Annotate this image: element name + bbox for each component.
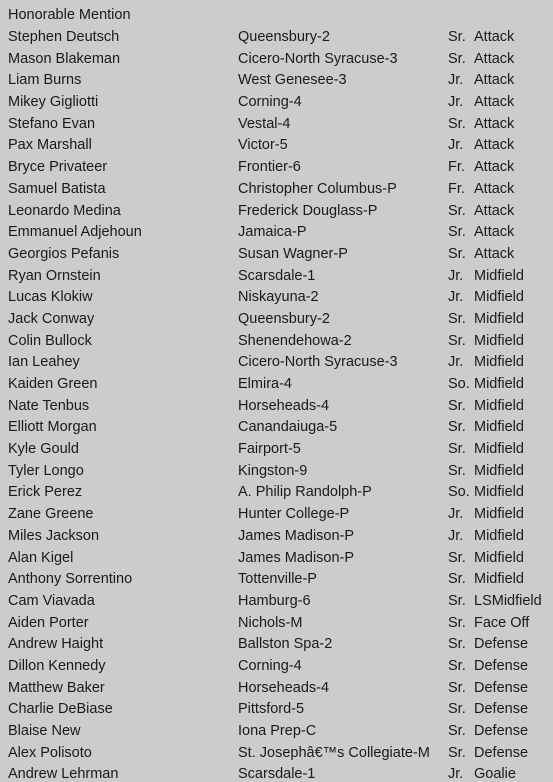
player-school: Frederick Douglass-P	[238, 202, 378, 219]
player-name: Ryan Ornstein	[8, 267, 101, 284]
list-item	[0, 374, 553, 396]
player-position: Midfield	[474, 549, 524, 566]
player-position: Midfield	[474, 506, 524, 523]
player-position: Defense	[474, 723, 529, 739]
player-name: Kaiden Green	[8, 376, 98, 392]
list-item	[0, 222, 553, 244]
player-school: Kingston-9	[238, 462, 308, 479]
player-year: Jr.	[448, 766, 464, 782]
player-name: Samuel Batista	[8, 180, 106, 197]
player-school: Niskayuna-2	[238, 289, 319, 306]
list-item	[0, 179, 553, 201]
list-item	[0, 309, 553, 331]
player-year: Jr.	[448, 354, 464, 371]
list-item	[0, 504, 553, 526]
honorable-mention-list	[0, 27, 553, 782]
list-item	[0, 49, 553, 71]
player-school: Hamburg-6	[238, 592, 311, 609]
player-year: So.	[448, 376, 470, 392]
list-item	[0, 721, 553, 743]
player-name: Alan Kigel	[8, 549, 74, 566]
player-school: Horseheads-4	[238, 679, 330, 696]
list-item	[0, 396, 553, 418]
player-year: Sr.	[448, 744, 466, 761]
list-item	[0, 526, 553, 548]
list-item	[0, 70, 553, 92]
player-school: Frontier-6	[238, 159, 301, 176]
player-year: Sr.	[448, 29, 466, 45]
player-year: Sr.	[448, 332, 466, 349]
player-position: Attack	[474, 94, 515, 111]
list-item	[0, 656, 553, 678]
player-position: Attack	[474, 202, 515, 219]
player-position: Midfield	[474, 332, 524, 349]
player-position: Midfield	[474, 462, 524, 479]
player-name: Elliott Morgan	[8, 419, 97, 436]
player-school: Vestal-4	[238, 115, 291, 132]
player-position: Midfield	[474, 310, 524, 327]
player-school: Corning-4	[238, 94, 302, 111]
list-item	[0, 417, 553, 439]
player-year: Sr.	[448, 202, 466, 219]
player-position: Defense	[474, 636, 529, 653]
player-year: Jr.	[448, 267, 464, 284]
player-name: Andrew Haight	[8, 636, 104, 653]
player-position: Midfield	[474, 441, 524, 458]
player-school: Queensbury-2	[238, 310, 330, 327]
player-position: Attack	[474, 137, 515, 154]
player-name: Andrew Lehrman	[8, 766, 119, 782]
player-position: Midfield	[474, 527, 524, 544]
player-school: Iona Prep-C	[238, 723, 317, 739]
player-position: Midfield	[474, 397, 524, 414]
list-item	[0, 439, 553, 461]
player-school: Queensbury-2	[238, 29, 330, 45]
player-school: Shenendehowa-2	[238, 332, 352, 349]
list-item	[0, 569, 553, 591]
player-year: Jr.	[448, 137, 464, 154]
list-item	[0, 548, 553, 570]
player-year: Sr.	[448, 592, 466, 609]
player-school: Corning-4	[238, 657, 302, 674]
player-position: Attack	[474, 245, 515, 262]
list-item	[0, 764, 553, 782]
player-year: Sr.	[448, 115, 466, 132]
player-name: Tyler Longo	[8, 462, 84, 479]
player-name: Mikey Gigliotti	[8, 94, 99, 111]
player-position: Attack	[474, 29, 515, 45]
player-position: Midfield	[474, 571, 524, 588]
player-position: Midfield	[474, 376, 524, 392]
player-school: Tottenville-P	[238, 571, 317, 588]
player-school: Christopher Columbus-P	[238, 180, 397, 197]
player-year: So.	[448, 484, 470, 501]
player-year: Sr.	[448, 636, 466, 653]
player-school: Canandaiuga-5	[238, 419, 338, 436]
player-school: Nichols-M	[238, 614, 303, 631]
player-year: Fr.	[448, 180, 465, 197]
player-position: Goalie	[474, 766, 516, 782]
player-name: Pax Marshall	[8, 137, 92, 154]
player-position: Attack	[474, 115, 515, 132]
player-name: Aiden Porter	[8, 614, 89, 631]
player-position: Attack	[474, 72, 515, 89]
list-item	[0, 135, 553, 157]
list-item	[0, 678, 553, 700]
player-year: Sr.	[448, 224, 466, 241]
player-year: Jr.	[448, 506, 464, 523]
player-year: Sr.	[448, 397, 466, 414]
player-school: Pittsford-5	[238, 701, 305, 718]
player-name: Bryce Privateer	[8, 159, 108, 176]
player-school: Susan Wagner-P	[238, 245, 348, 262]
player-position: Defense	[474, 657, 529, 674]
player-year: Sr.	[448, 245, 466, 262]
player-year: Sr.	[448, 441, 466, 458]
list-item	[0, 461, 553, 483]
list-item	[0, 331, 553, 353]
player-position: Midfield	[474, 484, 524, 501]
list-item	[0, 634, 553, 656]
list-item	[0, 743, 553, 765]
player-name: Lucas Klokiw	[8, 289, 93, 306]
player-year: Sr.	[448, 679, 466, 696]
player-position: Attack	[474, 159, 515, 176]
player-school: James Madison-P	[238, 527, 355, 544]
player-name: Matthew Baker	[8, 679, 105, 696]
list-item	[0, 266, 553, 288]
player-year: Jr.	[448, 289, 464, 306]
player-year: Sr.	[448, 701, 466, 718]
player-name: Liam Burns	[8, 72, 82, 89]
player-position: Midfield	[474, 289, 524, 306]
player-name: Zane Greene	[8, 506, 94, 523]
player-year: Sr.	[448, 614, 466, 631]
player-school: Horseheads-4	[238, 397, 330, 414]
player-year: Jr.	[448, 527, 464, 544]
player-school: Jamaica-P	[238, 224, 307, 241]
list-item	[0, 201, 553, 223]
player-name: Alex Polisoto	[8, 744, 92, 761]
player-school: Elmira-4	[238, 376, 292, 392]
list-item	[0, 287, 553, 309]
player-position: Defense	[474, 701, 529, 718]
player-school: Scarsdale-1	[238, 766, 316, 782]
player-position: Defense	[474, 744, 529, 761]
section-heading: Honorable Mention	[8, 7, 131, 23]
player-name: Nate Tenbus	[8, 397, 90, 414]
player-year: Sr.	[448, 723, 466, 739]
player-name: Stephen Deutsch	[8, 29, 120, 45]
player-position: LSMidfield	[474, 592, 542, 609]
player-name: Jack Conway	[8, 310, 95, 327]
player-name: Emmanuel Adjehoun	[8, 224, 142, 241]
player-name: Erick Perez	[8, 484, 83, 501]
player-school: St. Josephâ€™s Collegiate-M	[238, 744, 430, 761]
list-item	[0, 27, 553, 49]
list-item	[0, 699, 553, 721]
player-position: Defense	[474, 679, 529, 696]
list-item	[0, 244, 553, 266]
player-year: Sr.	[448, 310, 466, 327]
list-item	[0, 114, 553, 136]
player-name: Mason Blakeman	[8, 50, 121, 67]
list-item	[0, 157, 553, 179]
player-year: Jr.	[448, 94, 464, 111]
player-name: Leonardo Medina	[8, 202, 121, 219]
player-name: Stefano Evan	[8, 115, 96, 132]
player-position: Midfield	[474, 267, 524, 284]
player-position: Attack	[474, 224, 515, 241]
player-school: Fairport-5	[238, 441, 301, 458]
player-school: Hunter College-P	[238, 506, 350, 523]
player-year: Sr.	[448, 571, 466, 588]
player-year: Sr.	[448, 50, 466, 67]
player-school: Ballston Spa-2	[238, 636, 333, 653]
player-school: West Genesee-3	[238, 72, 347, 89]
player-year: Fr.	[448, 159, 465, 176]
player-position: Attack	[474, 50, 515, 67]
player-name: Georgios Pefanis	[8, 245, 120, 262]
player-year: Sr.	[448, 657, 466, 674]
player-year: Sr.	[448, 419, 466, 436]
player-name: Miles Jackson	[8, 527, 100, 544]
player-school: James Madison-P	[238, 549, 355, 566]
player-school: Cicero-North Syracuse-3	[238, 50, 398, 67]
player-school: Victor-5	[238, 137, 288, 154]
player-name: Ian Leahey	[8, 354, 80, 371]
player-position: Attack	[474, 180, 515, 197]
list-item	[0, 352, 553, 374]
player-position: Face Off	[474, 614, 530, 631]
list-item	[0, 591, 553, 613]
player-year: Sr.	[448, 549, 466, 566]
list-item	[0, 92, 553, 114]
player-name: Colin Bullock	[8, 332, 92, 349]
player-name: Kyle Gould	[8, 441, 79, 458]
player-year: Sr.	[448, 462, 466, 479]
player-name: Cam Viavada	[8, 592, 95, 609]
player-school: A. Philip Randolph-P	[238, 484, 372, 501]
player-position: Midfield	[474, 354, 524, 371]
player-name: Blaise New	[8, 723, 81, 739]
player-position: Midfield	[474, 419, 524, 436]
player-name: Anthony Sorrentino	[8, 571, 133, 588]
list-item	[0, 482, 553, 504]
player-name: Charlie DeBiase	[8, 701, 113, 718]
player-school: Scarsdale-1	[238, 267, 316, 284]
player-name: Dillon Kennedy	[8, 657, 106, 674]
player-year: Jr.	[448, 72, 464, 89]
player-school: Cicero-North Syracuse-3	[238, 354, 398, 371]
list-item	[0, 613, 553, 635]
